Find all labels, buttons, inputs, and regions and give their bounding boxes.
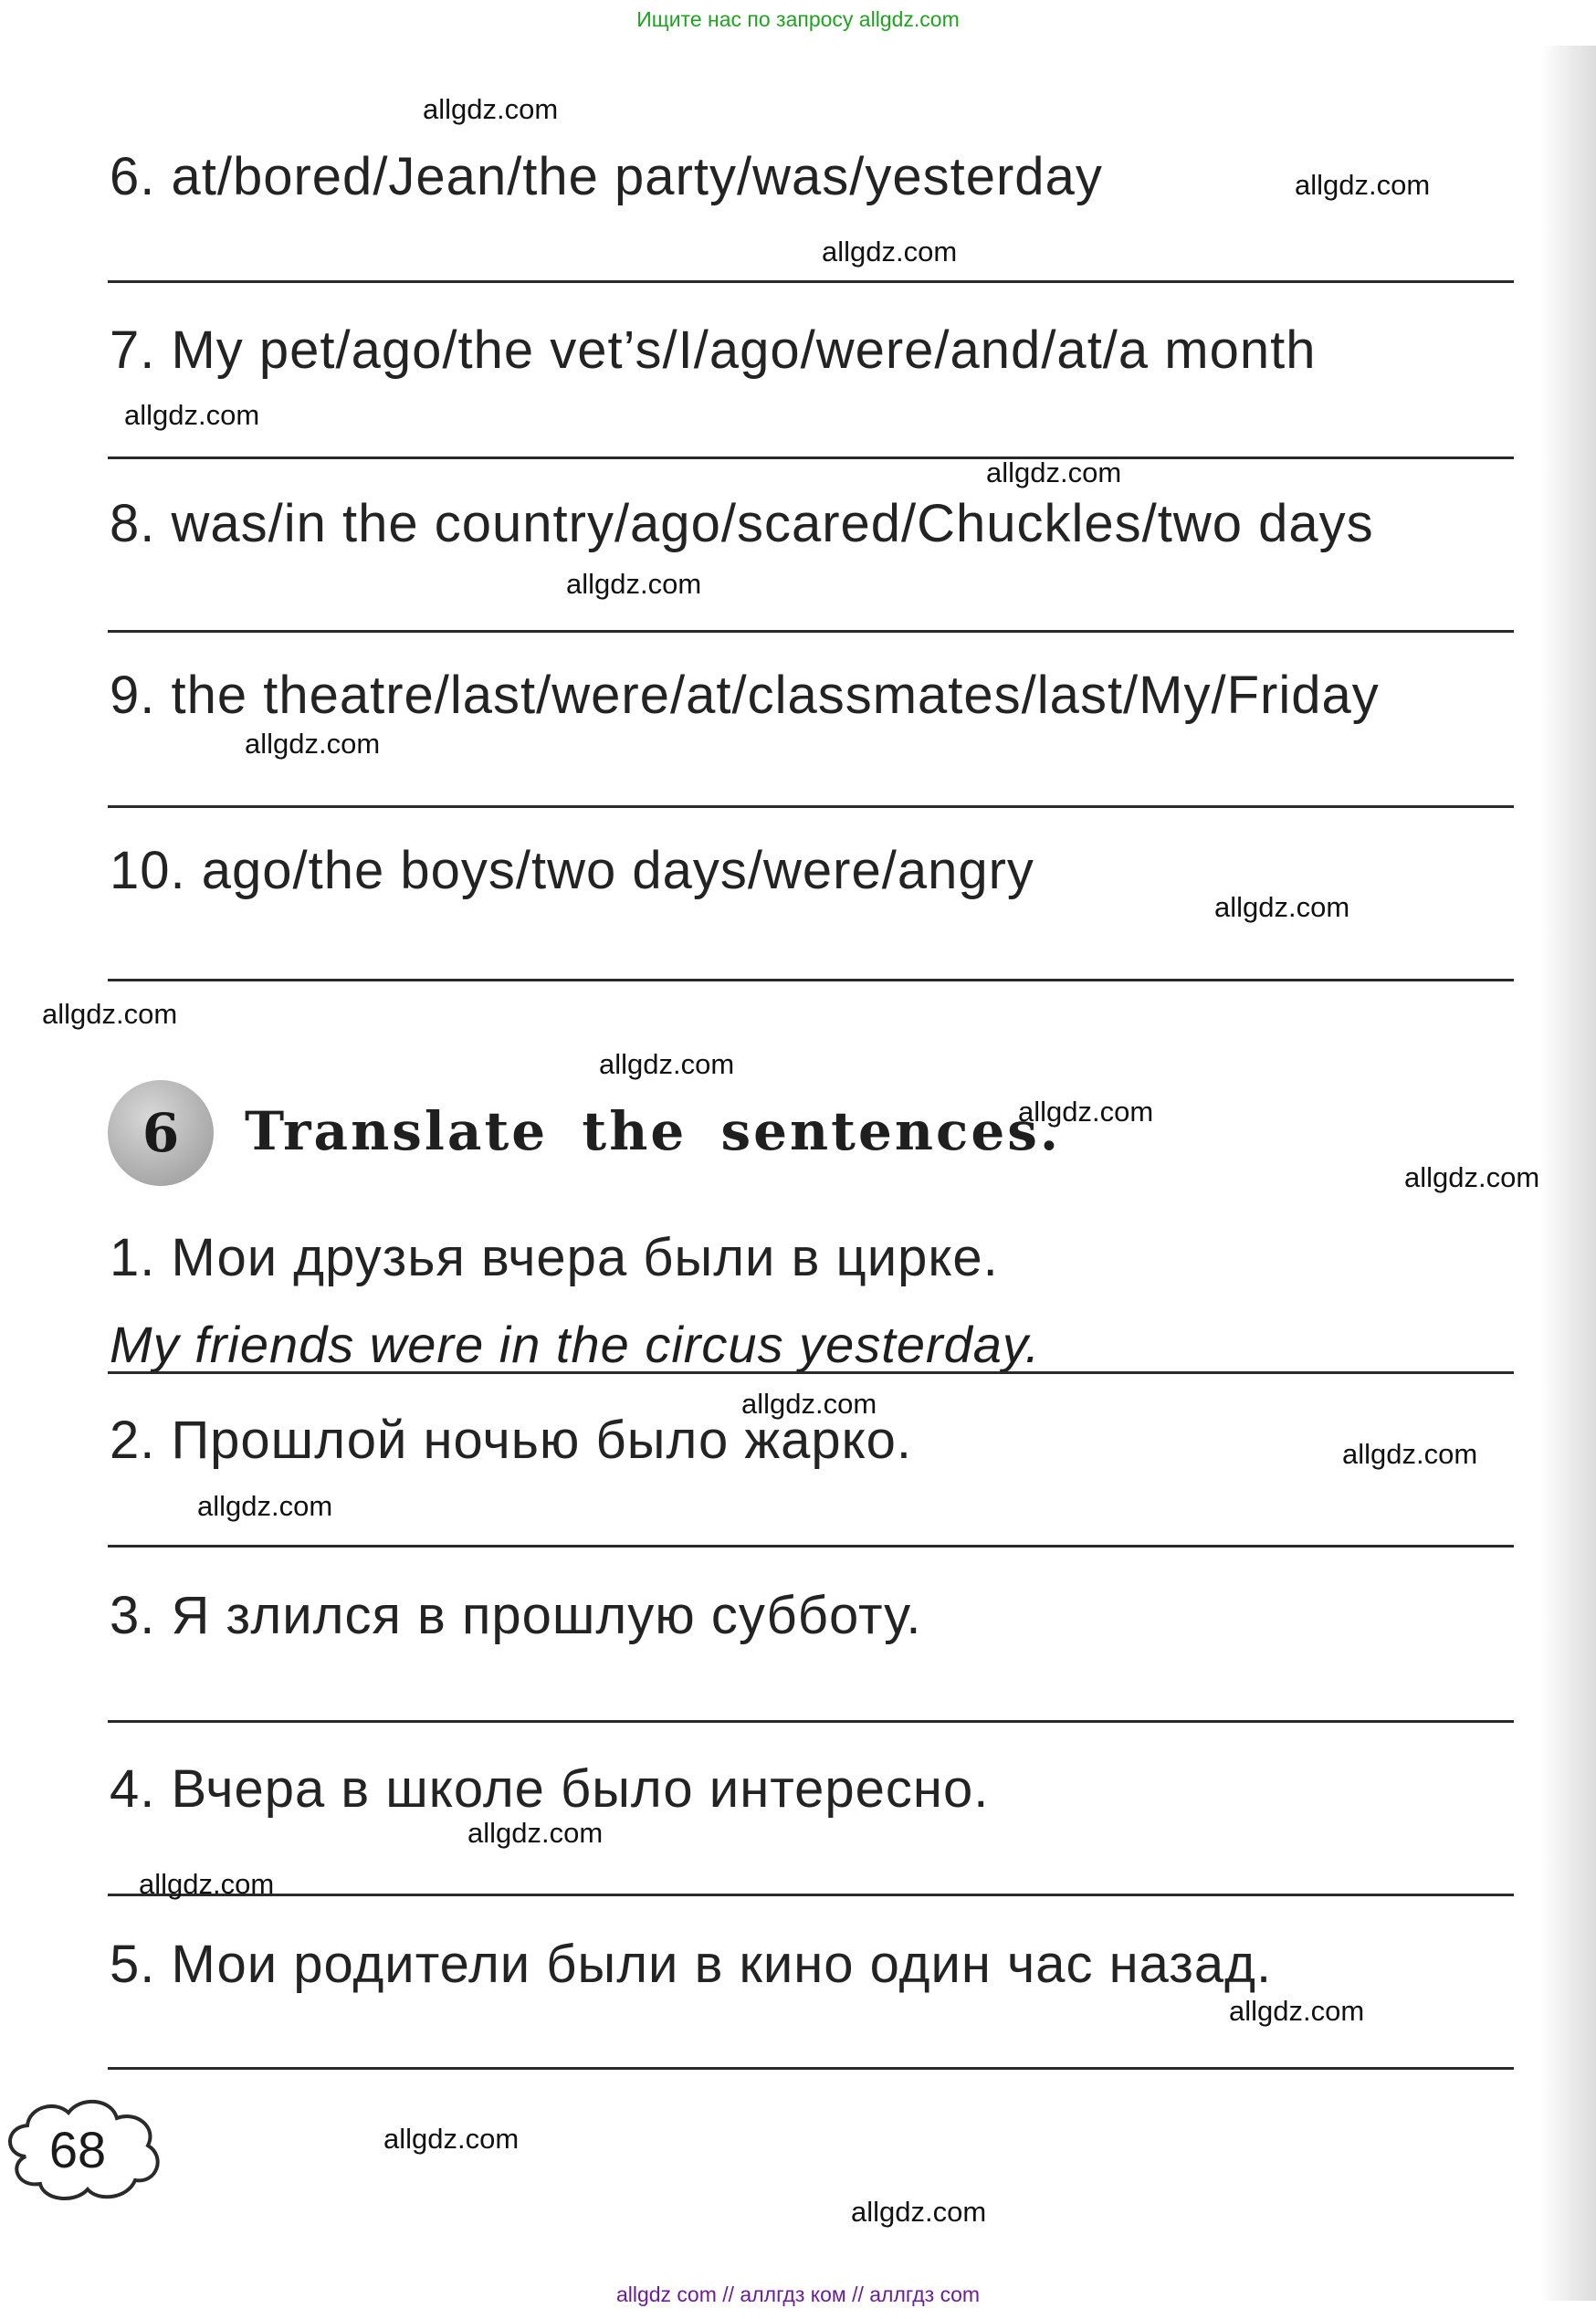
answer-text-1[interactable]: My friends were in the circus yesterday. <box>110 1316 1041 1373</box>
translate-item-3: 3. Я злился в прошлую субботу. <box>110 1586 922 1645</box>
answer-line[interactable] <box>108 1545 1514 1548</box>
top-banner[interactable]: Ищите нас по запросу allgdz.com <box>636 7 960 31</box>
watermark: allgdz.com <box>245 728 381 760</box>
answer-line[interactable] <box>108 805 1514 808</box>
watermark: allgdz.com <box>1018 1096 1154 1128</box>
answer-line[interactable] <box>108 979 1514 981</box>
watermark: allgdz.com <box>124 399 260 431</box>
watermark: allgdz.com <box>197 1490 333 1522</box>
translate-item-2: 2. Прошлой ночью было жарко. <box>110 1411 913 1470</box>
watermark: allgdz.com <box>599 1048 735 1080</box>
answer-line[interactable] <box>108 1371 1514 1374</box>
scramble-item-9: 9. the theatre/last/were/at/classmates/last/My/Friday <box>110 666 1380 725</box>
translate-item-1: 1. Мои друзья вчера были в цирке. <box>110 1228 999 1287</box>
task-title: Translate the sentences. <box>245 1100 1062 1162</box>
watermark: allgdz.com <box>383 2123 520 2155</box>
watermark: allgdz.com <box>423 93 559 125</box>
watermark: allgdz.com <box>1295 169 1431 201</box>
footer-links[interactable]: allgdz com // аллгдз ком // аллгдз com <box>615 2282 981 2306</box>
scramble-item-7: 7. My pet/ago/the vet’s/I/ago/were/and/at/a month <box>110 320 1317 380</box>
watermark: allgdz.com <box>1404 1161 1540 1193</box>
watermark: allgdz.com <box>1214 891 1350 923</box>
scramble-item-6: 6. at/bored/Jean/the party/was/yesterday <box>110 147 1103 206</box>
watermark: allgdz.com <box>851 2196 987 2228</box>
answer-line[interactable] <box>108 1894 1514 1896</box>
watermark: allgdz.com <box>986 456 1122 488</box>
watermark: allgdz.com <box>467 1817 604 1849</box>
answer-line[interactable] <box>108 1720 1514 1723</box>
task-number: 6 <box>142 1102 180 1164</box>
page-number: 68 <box>48 2121 107 2178</box>
translate-item-5: 5. Мои родители были в кино один час назад. <box>110 1935 1273 1994</box>
answer-line[interactable] <box>108 630 1514 633</box>
watermark: allgdz.com <box>1229 1995 1365 2027</box>
scramble-item-8: 8. was/in the country/ago/scared/Chuckles/two days <box>110 494 1374 553</box>
task-number-badge <box>108 1080 214 1186</box>
watermark: allgdz.com <box>741 1388 877 1420</box>
answer-line[interactable] <box>108 280 1514 283</box>
translate-item-4: 4. Вчера в школе было интересно. <box>110 1759 990 1819</box>
answer-line[interactable] <box>108 2067 1514 2070</box>
scramble-item-10: 10. ago/the boys/two days/were/angry <box>110 841 1034 900</box>
watermark: allgdz.com <box>139 1868 275 1900</box>
watermark: allgdz.com <box>1342 1438 1478 1470</box>
watermark: allgdz.com <box>566 568 702 600</box>
page-number-badge <box>0 2091 173 2209</box>
watermark: allgdz.com <box>42 998 178 1030</box>
page-edge-shadow <box>1541 46 1596 2301</box>
watermark: allgdz.com <box>822 236 958 268</box>
answer-line[interactable] <box>108 456 1514 459</box>
